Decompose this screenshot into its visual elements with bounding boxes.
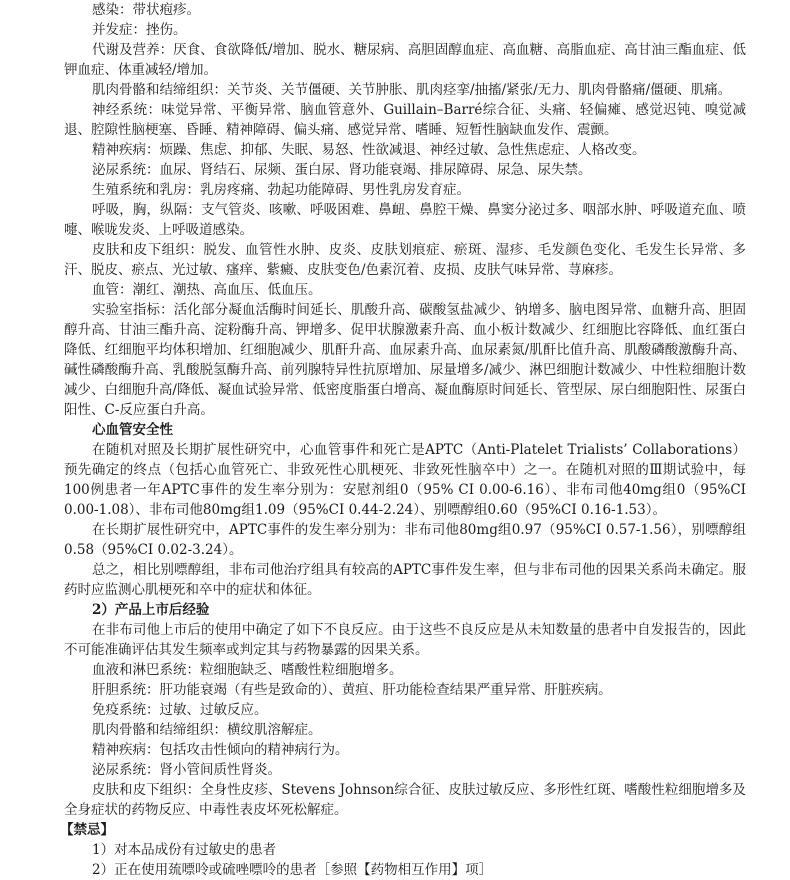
contraindications-heading: 【禁忌】 [60,822,114,838]
pm-item-immune: 免疫系统：过敏、过敏反应。 [92,702,268,718]
ar-skin: 皮肤和皮下组织：脱发、血管性水肿、皮炎、皮肤划痕症、瘀斑、湿疹、毛发颜色变化、毛发生长异常、多汗、脱皮、瘀点、光过敏、瘙痒、紫癜、皮肤变色/色素沉着、皮损、皮肤气味异常、荨麻疹。 [64,242,746,278]
pm-item-urinary: 泌尿系统：肾小管间质性肾炎。 [92,762,281,778]
pm-item-hepatobiliary: 肝胆系统：肝功能衰竭（有些是致命的）、黄疸、肝功能检查结果严重异常、肝脏疾病。 [92,682,612,698]
ar-vascular: 血管：潮红、潮热、高血压、低血压。 [92,282,322,298]
pm-item-skin: 皮肤和皮下组织：全身性皮疹、Stevens Johnson综合征、皮肤过敏反应、多形性红斑、嗜酸性粒细胞增多及全身症状的药物反应、中毒性表皮坏死松解症。 [64,782,746,818]
postmarketing-intro: 在非布司他上市后的使用中确定了如下不良反应。由于这些不良反应是从未知数量的患者中自发报告的，因此不可能准确评估其发生频率或判定其与药物暴露的因果关系。 [64,622,746,658]
ar-urinary: 泌尿系统：血尿、肾结石、尿频、蛋白尿、肾功能衰竭、排尿障碍、尿急、尿失禁。 [92,162,592,178]
postmarketing-heading: 2）产品上市后经验 [92,602,210,618]
ar-infection: 感染：带状疱疹。 [92,2,200,18]
cv-safety-heading: 心血管安全性 [92,422,173,438]
ar-respiratory: 呼吸，胸，纵隔：支气管炎、咳嗽、呼吸困难、鼻衄、鼻腔干燥、鼻窦分泌过多、咽部水肿、呼吸道充血、喷嚏、喉咙发炎、上呼吸道感染。 [64,202,746,238]
pm-item-musculoskeletal: 肌肉骨骼和结缔组织：横纹肌溶解症。 [92,722,322,738]
ar-metabolism: 代谢及营养：厌食、食欲降低/增加、脱水、糖尿病、高胆固醇血症、高血糖、高脂血症、高甘油三酯血症、低钾血症、体重减轻/增加。 [64,42,746,78]
cv-safety-paragraph: 在长期扩展性研究中，APTC事件的发生率分别为：非布司他80mg组0.97（95%CI 0.57-1.56），别嘌醇组0.58（95%CI 0.02-3.24）。 [64,522,746,558]
ar-nervous-system: 神经系统：味觉异常、平衡异常、脑血管意外、Guillain–Barré综合征、头痛、轻偏瘫、感觉迟钝、嗅觉减退、腔隙性脑梗塞、昏睡、精神障碍、偏头痛、感觉异常、嗜睡、短暂性脑缺血发作、震颤。 [64,102,746,138]
pm-item-psychiatric: 精神疾病：包括攻击性倾向的精神病行为。 [92,742,349,758]
ar-reproductive: 生殖系统和乳房：乳房疼痛、勃起功能障碍、男性乳房发育症。 [92,182,470,198]
ar-complications: 并发症：挫伤。 [92,22,187,38]
pm-item-blood: 血液和淋巴系统：粒细胞缺乏、嗜酸性粒细胞增多。 [92,662,403,678]
cv-safety-paragraph: 总之，相比别嘌醇组，非布司他治疗组具有较高的APTC事件发生率，但与非布司他的因果关系尚未确定。服药时应监测心肌梗死和卒中的症状和体征。 [64,562,746,598]
ar-musculoskeletal: 肌肉骨骼和结缔组织：关节炎、关节僵硬、关节肿胀、肌肉痉挛/抽搐/紧张/无力、肌肉骨骼痛/僵硬、肌痛。 [92,82,732,98]
contraindication-item: 1）对本品成份有过敏史的患者 [92,842,277,858]
ar-psychiatric: 精神疾病：烦躁、焦虑、抑郁、失眠、易怒、性欲减退、神经过敏、急性焦虑症、人格改变。 [92,142,646,158]
contraindication-item: 2）正在使用巯嘌呤或硫唑嘌呤的患者［参照【药物相互作用】项］ [92,862,493,878]
ar-lab-values: 实验室指标：活化部分凝血活酶时间延长、肌酸升高、碳酸氢盐减少、钠增多、脑电图异常、血糖升高、胆固醇升高、甘油三酯升高、淀粉酶升高、钾增多、促甲状腺激素升高、血小板计数减少、红细胞比容降低、血红蛋白降低、红细胞平均体积增加、红细胞减少、肌酐升高、血尿素升高、血尿素氮/肌酐比值升高、肌酸磷酸激酶升高、碱性磷酸酶升高、乳酸脱氢酶升高、前列腺特异性抗原增加、尿量增多/减少、淋巴细胞计数减少、中性粒细胞计数减少、白细胞升高/降低、凝血试验异常、低密度脂蛋白增高、凝血酶原时间延长、管型尿、尿白细胞阳性、尿蛋白阳性、C-反应蛋白升高。 [64,302,746,418]
cv-safety-paragraph: 在随机对照及长期扩展性研究中，心血管事件和死亡是APTC（Anti-Platelet Trialists’ Collaborations）预先确定的终点（包括心血管死亡、非致死性心肌梗死、非致死性脑卒中）之一。在随机对照的Ⅲ期试验中，每100例患者一年APTC事件的发生率分别为：安慰剂组0（95% CI 0.00-6.16）、非布司他40mg组0（95%CI 0.00-1.08）、非布司他80mg组1.09（95%CI 0.44-2.24）、别嘌醇组0.60（95%CI 0.16-1.53）。 [64,442,746,518]
